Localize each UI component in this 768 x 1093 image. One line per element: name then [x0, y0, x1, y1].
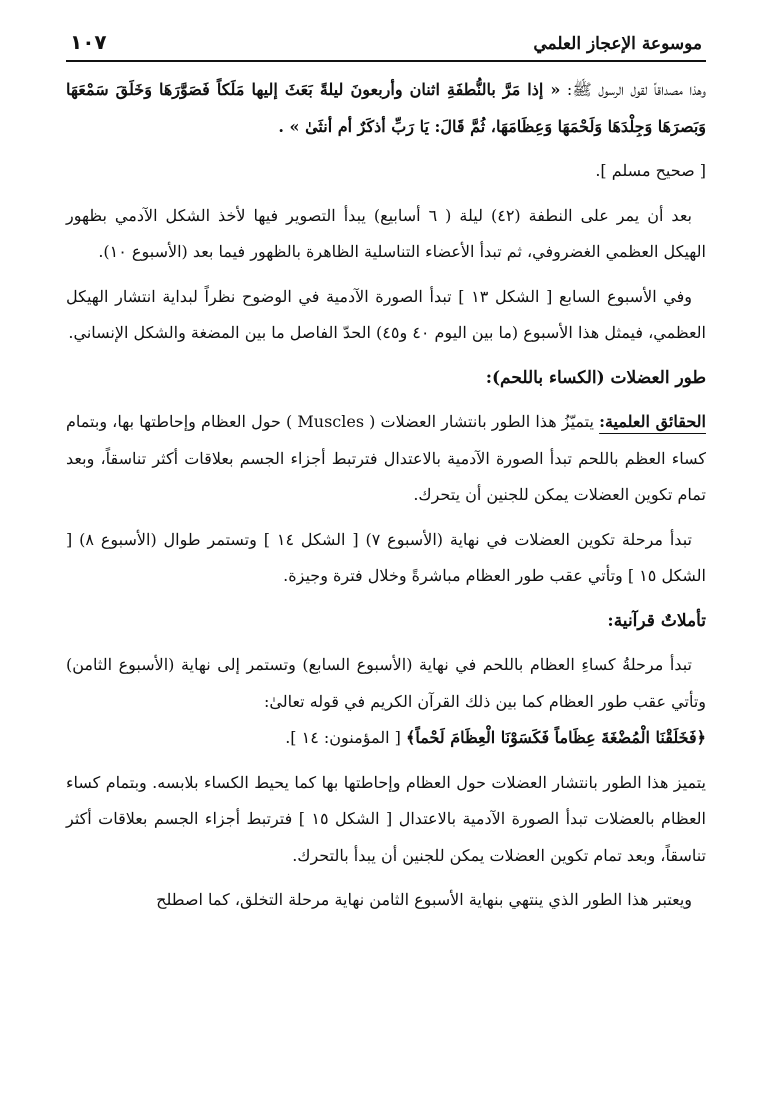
book-title: موسوعة الإعجاز العلمي	[533, 34, 702, 54]
paragraph-muscle-stage: تبدأ مرحلة تكوين العضلات في نهاية (الأسبوع ٧) [ الشكل ١٤ ] وتستمر طوال (الأسبوع ٨) [ الشكل ١٥ ] وتأتي عقب طور العظام مباشرةً وخلال فترة وجيزة.	[66, 529, 706, 585]
body-text	[66, 72, 706, 919]
scientific-facts-text: يتميّزُ هذا الطور بانتشار العضلات ( Muscles ) حول العظام وإحاطتها بها، وبتمام كساء العظم باللحم تبدأ الصورة الآدمية بالاعتدال فترتبط أجزاء الجسم بعلاقات أكثر تناسقاً، وبعد تمام تكوين العضلات يمكن للجنين أن يتحرك.	[66, 412, 706, 504]
paragraph-week-seven: وفي الأسبوع السابع [ الشكل ١٣ ] تبدأ الصورة الآدمية في الوضوح نظراً لبداية انتشار الهيكل العظمي، فيمثل هذا الأسبوع (ما بين اليوم ٤٠ و٤٥) الحدّ الفاصل ما بين المضغة والشكل الإنساني.	[66, 286, 706, 342]
quran-verse: ﴿فَخَلَقْنَا الْمُضْغَةَ عِظَاماً فَكَسَوْنَا الْعِظَامَ لَحْماً﴾	[405, 728, 706, 747]
scientific-facts-label: الحقائق العلمية:	[599, 412, 706, 431]
paragraph-muscle-spread: يتميز هذا الطور بانتشار العضلات حول العظام وإحاطتها بها كما يحيط الكساء بلابسه. وبتمام كساء العظام بالعضلات تبدأ الصورة الآدمية بالاعتدال [ الشكل ١٥ ] فترتبط أجزاء الجسم بعلاقات أكثر تناسقاً، وبعد تمام تكوين العضلات يمكن للجنين أن يبدأ بالتحرك.	[66, 772, 706, 865]
quranic-reflection-text: تبدأ مرحلةُ كساءِ العظام باللحم في نهاية (الأسبوع السابع) وتستمر إلى نهاية (الأسبوع الثامن) وتأتي عقب طور العظام كما بين ذلك القرآن الكريم في قوله تعالىٰ:	[66, 655, 706, 711]
running-header	[66, 30, 706, 62]
hadith-source: [ صحيح مسلم ].	[595, 161, 706, 180]
paragraph-end-of-formation: ويعتبر هذا الطور الذي ينتهي بنهاية الأسبوع الثامن نهاية مرحلة التخلق، كما اصطلح	[156, 890, 692, 909]
paragraph-nutfa: بعد أن يمر على النطفة (٤٢) ليلة ( ٦ أسابيع) يبدأ التصوير فيها لأخذ الشكل الآدمي بظهور الهيكل العظمي الغضروفي، ثم تبدأ الأعضاء التناسلية الظاهرة بالظهور فيما بعد (الأسبوع ١٠).	[66, 205, 706, 261]
paragraph-hadith	[66, 72, 706, 145]
section-heading-muscles: طور العضلات (الكساء باللحم):	[485, 367, 706, 388]
hadith-text: « إذا مَرَّ بالنُّطفَةِ اثنان وأربعونَ ليلةً بَعَثَ إليها مَلَكاً فَصَوَّرَهَا وَخَلَقَ سَمْعَهَا وَبَصرَهَا وَجِلْدَهَا وَلَحْمَهَا وَعِظَامَهَا، ثُمَّ قَالَ: يَا رَبِّ أذكَرٌ أم أنثَىٰ » .	[66, 80, 706, 136]
section-heading-quranic: تأملاتٌ قرآنية:	[607, 610, 706, 631]
paragraph-scientific-facts	[66, 404, 706, 514]
paragraph-quranic-reflection	[66, 647, 706, 757]
page-number: ١٠٧	[70, 30, 107, 54]
hadith-intro: وهذا مصداقاً لقول الرسول ﷺ:	[560, 80, 707, 99]
quran-verse-reference: [ المؤمنون: ١٤ ].	[285, 728, 401, 747]
